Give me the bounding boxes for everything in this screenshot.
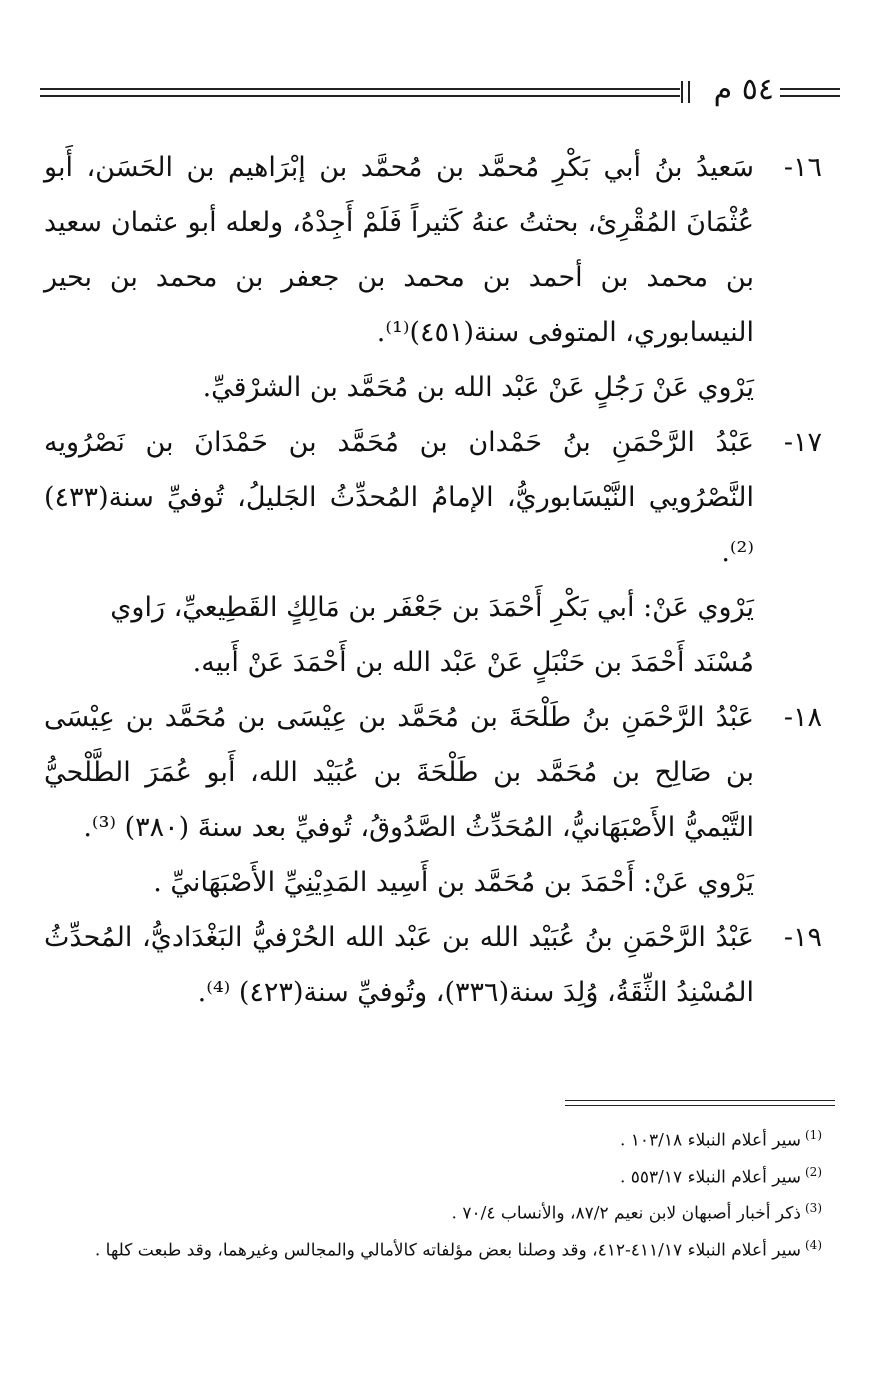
footnote-text: ذكر أخبار أصبهان لابن نعيم ٨٧/٢، والأنساب ٧٠/٤ . bbox=[451, 1203, 801, 1224]
entry-17 bbox=[44, 415, 822, 580]
entry-number: ١٦- bbox=[783, 152, 822, 183]
entry-text: عَبْدُ الرَّحْمَنِ بنُ طَلْحَةَ بن مُحَمَّد بن عِيْسَى بن مُحَمَّد بن عِيْسَى بن صَالِح بن مُحَمَّد بن طَلْحَةَ بن عُبَيْد الله، أَبو عُمَرَ الطَّلْحيُّ التَّيْميُّ الأَصْبَهَانيُّ، المُحَدِّثُ الصَّدُوقُ، تُوفيِّ بعد سنةَ (٣٨٠) ⁽³⁾. bbox=[44, 702, 754, 843]
footnote-1 bbox=[50, 1120, 822, 1157]
entry-narration: يَرْوي عَنْ رَجُلٍ عَنْ عَبْد الله بن مُحَمَّد بن الشرْقيِّ. bbox=[202, 372, 754, 403]
page-header bbox=[40, 72, 840, 112]
footnote-text: سير أعلام النبلاء ٤١١/١٧-٤١٢، وقد وصلنا بعض مؤلفاته كالأمالي والمجالس وغيرهما، وقد طبعت كلها . bbox=[94, 1240, 801, 1261]
entry-text: عَبْدُ الرَّحْمَنِ بنُ عُبَيْد الله بن عَبْد الله الحُرْفيُّ البَغْدَاديُّ، المُحدِّثُ المُسْنِدُ الثِّقَةُ، وُلِدَ سنة(٣٣٦)، وتُوفيِّ سنة(٤٢٣) ⁽⁴⁾. bbox=[44, 922, 754, 1008]
header-rule-long bbox=[40, 88, 680, 97]
entry-number: ١٧- bbox=[783, 427, 822, 458]
entry-19 bbox=[44, 910, 822, 1020]
main-text bbox=[44, 140, 822, 1020]
footnote-mark: (4) bbox=[804, 1237, 822, 1252]
entry-18 bbox=[44, 690, 822, 855]
footnote-text: سير أعلام النبلاء ٥٥٣/١٧ . bbox=[619, 1167, 801, 1188]
footnote-3 bbox=[50, 1193, 822, 1230]
footnote-mark: (3) bbox=[804, 1201, 822, 1216]
page-number: ٥٤ م bbox=[713, 72, 774, 107]
footnote-text: سير أعلام النبلاء ١٠٣/١٨ . bbox=[619, 1130, 801, 1151]
footnotes bbox=[50, 1120, 822, 1267]
footnote-4 bbox=[50, 1230, 822, 1267]
entry-text: سَعيدُ بنُ أبي بَكْرِ مُحمَّد بن مُحمَّد بن إبْرَاهيم بن الحَسَن، أَبو عُثْمَانَ المُقْرِئ، بحثتُ عنهُ كَثيراً فَلَمْ أَجِدْهُ، ولعله أبو عثمان سعيد بن محمد بن أحمد بن محمد بن جعفر بن محمد بن بحير النيسابوري، المتوفى سنة(٤٥١)⁽¹⁾. bbox=[44, 152, 754, 348]
footnote-mark: (2) bbox=[804, 1164, 822, 1179]
footnote-separator bbox=[565, 1100, 835, 1106]
entry-number: ١٩- bbox=[783, 922, 822, 953]
entry-number: ١٨- bbox=[783, 702, 822, 733]
footnote-mark: (1) bbox=[804, 1128, 822, 1142]
entry-16 bbox=[44, 140, 822, 360]
header-rule-short bbox=[780, 88, 840, 97]
footnote-2 bbox=[50, 1157, 822, 1194]
entry-narration: يَرْوي عَنْ: أَحْمَدَ بن مُحَمَّد بن أَسِيد المَدِيْنِيِّ الأَصْبَهَانيِّ . bbox=[153, 867, 754, 898]
entry-text: عَبْدُ الرَّحْمَنِ بنُ حَمْدان بن مُحَمَّد بن حَمْدَانَ بن نَصْرُويه النَّصْرُويي النَّيْسَابوريُّ، الإمامُ المُحدِّثُ الجَليلُ، تُوفيِّ سنة(٤٣٣) ⁽²⁾. bbox=[44, 427, 754, 568]
header-divider bbox=[681, 81, 690, 103]
entry-narration: يَرْوي عَنْ: أبي بَكْرِ أَحْمَدَ بن جَعْفَر بن مَالِكٍ القَطِيعيِّ، رَاوي مُسْنَد أَحْمَدَ بن حَنْبَلٍ عَنْ عَبْد الله بن أَحْمَدَ عَنْ أَبيه. bbox=[110, 592, 754, 678]
